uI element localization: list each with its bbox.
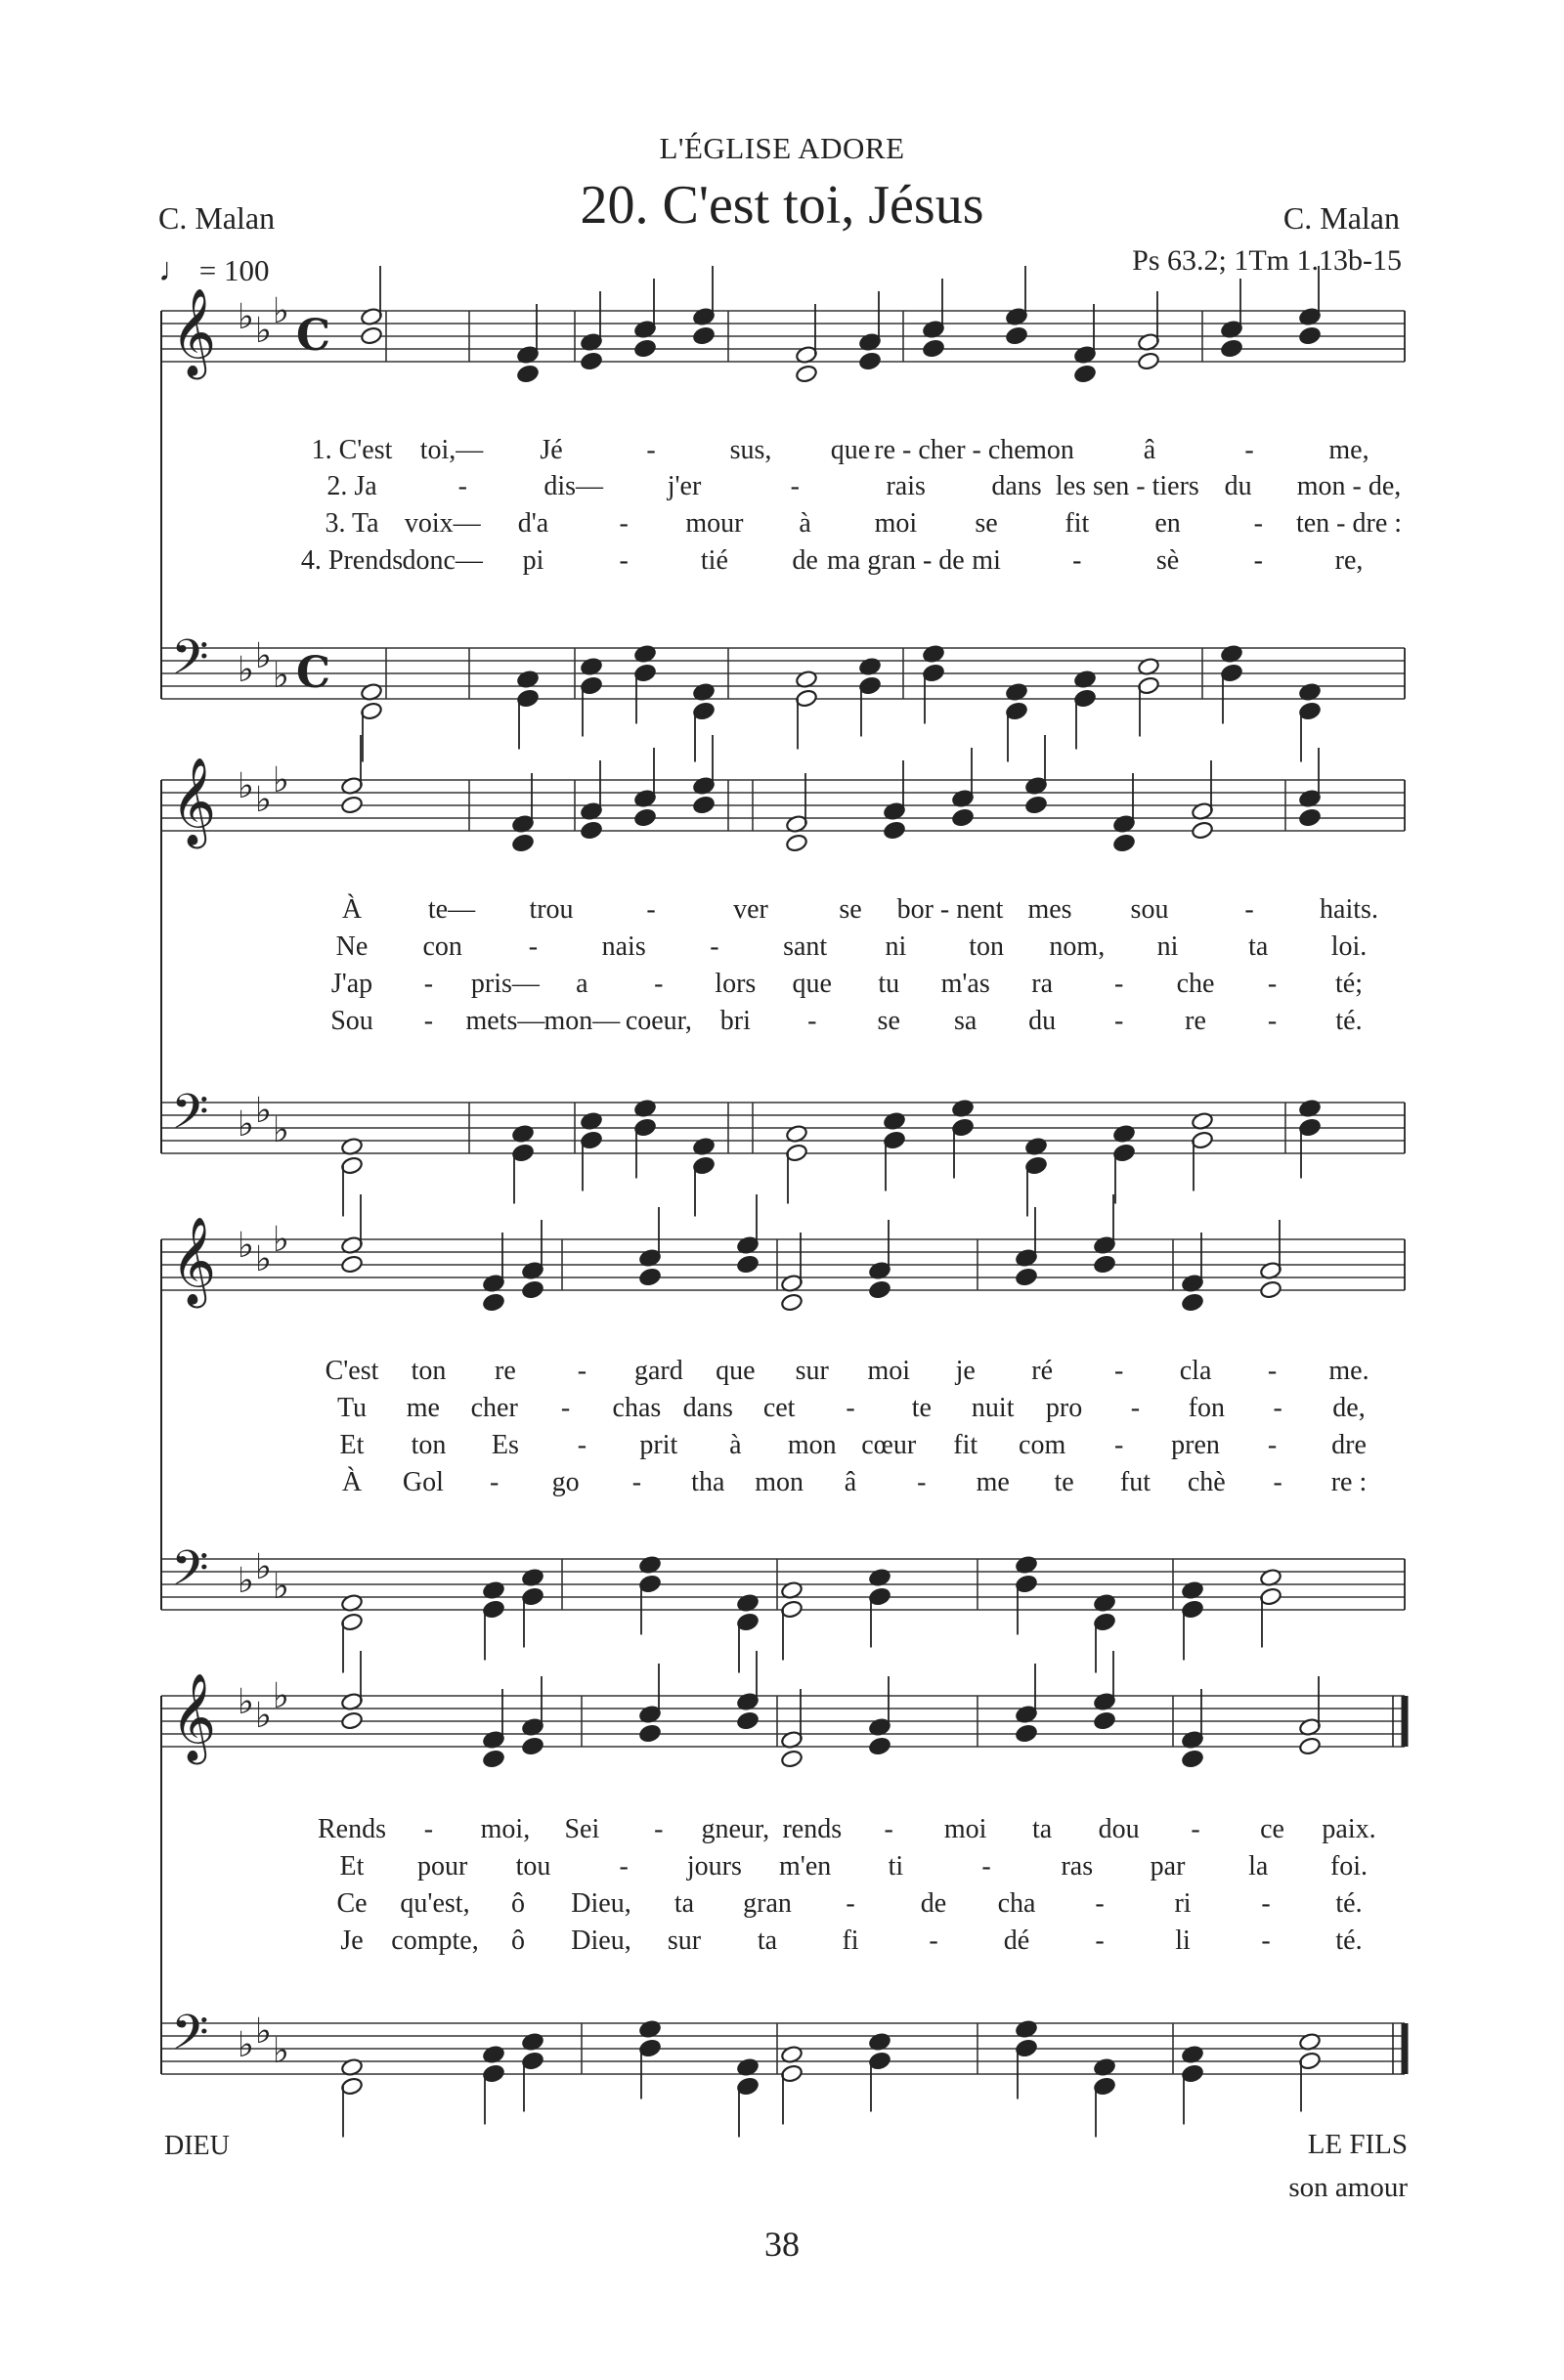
lyric-syllable: - [646,894,656,925]
lyric-syllable: ta [1248,931,1269,962]
lyric-syllable: - [560,1393,571,1423]
flat-sign-icon: ♭ [238,1682,254,1722]
footer-topic-right: LE FILS [1307,2129,1408,2160]
lyric-syllable: dre [1331,1430,1367,1460]
lyric-syllable: mes [1027,894,1072,925]
lyric-syllable: - [1273,1393,1282,1423]
lyric-syllable: - [1253,545,1263,576]
lyric-syllable: j'er [667,471,702,501]
author-credit: C. Malan [1282,200,1400,236]
lyric-syllable: - [577,1356,587,1386]
flat-sign-icon: ♭ [273,291,289,331]
lyric-syllable: - [631,1467,642,1497]
lyric-syllable: Gol [402,1467,444,1497]
hymn-title: 20. C'est toi, Jésus [580,175,984,236]
lyric-syllable: - [884,1814,893,1844]
note-head [521,1280,544,1300]
lyric-syllable: trou [529,894,574,925]
note-head [1181,1750,1204,1769]
lyric-syllable: Et [339,1430,365,1460]
note-head [638,1724,662,1744]
quarter-note-icon: ♩ [158,252,192,288]
note-head [638,1268,662,1287]
lyric-syllable: mon [1025,435,1074,465]
lyric-syllable: toi,— [419,435,484,465]
note-head [736,1255,760,1275]
bass-clef-icon: 𝄢 [171,1084,209,1152]
note-head [482,1750,505,1769]
lyric-syllable: que [792,969,832,999]
note-head [858,352,882,371]
lyric-syllable: - [1095,1926,1105,1956]
lyric-syllable: fit [953,1430,978,1460]
lyric-syllable: Es [491,1430,519,1460]
note-head [340,1255,364,1275]
lyric-syllable: rais [886,471,926,501]
lyric-syllable: ta [1032,1814,1053,1844]
flat-sign-icon: ♭ [238,297,254,337]
lyric-syllable: à [729,1430,742,1460]
lyric-syllable: dans [991,471,1042,501]
lyric-syllable: te [911,1393,932,1423]
lyric-syllable: con [422,931,462,962]
lyric-syllable: - [646,435,656,465]
lyric-syllable: - [654,1814,664,1844]
lyric-syllable: té; [1335,969,1363,999]
lyric-syllable: mi [972,545,1001,576]
lyric-syllable: ton [411,1356,447,1386]
lyric-syllable: tié [700,545,728,576]
note-head [1220,339,1243,359]
lyric-syllable: re [1185,1006,1206,1036]
note-head [1191,821,1214,841]
lyric-syllable: moi [874,508,918,539]
lyric-syllable: Sou [330,1006,373,1036]
lyric-syllable: Sei [564,1814,600,1844]
lyric-syllable: Et [339,1851,365,1882]
lyric-syllable: me [976,1467,1010,1497]
lyric-syllable: À [341,1467,363,1497]
lyric-syllable: moi [867,1356,910,1386]
note-head [1015,1724,1038,1744]
lyric-syllable: chè [1187,1467,1226,1497]
lyric-syllable: nais [601,931,646,962]
lyric-syllable: pi [522,545,544,576]
lyric-syllable: me [406,1393,440,1423]
note-head [883,821,906,841]
lyric-syllable: - [654,969,664,999]
lyric-syllable: ni [1156,931,1179,962]
flat-sign-icon: ♭ [273,1676,289,1716]
lyric-syllable: â [1143,435,1156,465]
lyric-syllable: bor - nent [896,894,1004,925]
lyric-syllable: par [1150,1851,1186,1882]
lyric-syllable: - [846,1393,855,1423]
lyric-syllable: - [1267,1430,1278,1460]
lyric-syllable: tha [691,1467,725,1497]
composer-credit: C. Malan [158,200,276,236]
lyric-syllable: té. [1335,1926,1363,1956]
lyric-syllable: te [1054,1467,1074,1497]
lyric-syllable: J'ap [330,969,373,999]
lyric-syllable: loi. [1330,931,1368,962]
lyric-syllable: te— [427,894,476,925]
lyric-syllable: - [1253,508,1263,539]
lyric-syllable: ton [411,1430,447,1460]
lyric-syllable: sur [667,1926,702,1956]
flat-sign-icon: ♭ [273,656,289,696]
lyric-syllable: de, [1332,1393,1366,1423]
note-head [482,1293,505,1313]
lyric-syllable: li [1175,1926,1191,1956]
note-head [1298,1737,1322,1756]
lyric-syllable: - [619,1851,629,1882]
lyric-syllable: sè [1155,545,1180,576]
lyric-syllable: m'as [940,969,990,999]
note-head [516,365,540,384]
lyric-syllable: - [619,508,629,539]
lyric-syllable: C'est [325,1356,379,1386]
lyric-syllable: se [975,508,998,539]
note-head [1093,1255,1116,1275]
lyric-syllable: paix. [1322,1814,1376,1844]
note-head [780,1750,804,1769]
note-head [1112,834,1136,853]
lyric-syllable: de [792,545,818,576]
lyric-syllable: Dieu, [571,1926,631,1956]
lyric-syllable: - [1113,1430,1124,1460]
note-head [1298,326,1322,346]
lyric-syllable: - [457,471,467,501]
lyric-syllable: pris— [470,969,540,999]
lyric-syllable: Rends [318,1814,386,1844]
lyric-syllable: fi [842,1926,859,1956]
lyric-syllable: cher [470,1393,518,1423]
lyric-syllable: cha [997,1888,1036,1919]
treble-clef-icon: 𝄞 [171,288,217,376]
lyric-syllable: - [1273,1467,1282,1497]
lyric-syllable: - [1095,1888,1105,1919]
lyric-syllable: ô [511,1888,525,1919]
lyric-syllable: moi [943,1814,987,1844]
note-head [1005,326,1028,346]
lyric-syllable: 2. Ja [326,471,377,501]
lyric-syllable: gard [633,1356,683,1386]
lyric-syllable: gran [743,1888,792,1919]
note-head [1181,1293,1204,1313]
lyric-syllable: - [710,931,719,962]
lyric-syllable: ti [888,1851,904,1882]
lyric-syllable: qu'est, [400,1888,470,1919]
lyric-syllable: me, [1328,435,1369,465]
flat-sign-icon: ♭ [255,1239,272,1279]
lyric-syllable: m'en [778,1851,832,1882]
note-head [580,821,603,841]
lyric-syllable: ô [511,1926,525,1956]
note-head [340,1711,364,1731]
note-head [795,365,818,384]
lyric-syllable: fit [1064,508,1090,539]
flat-sign-icon: ♭ [273,1567,289,1607]
lyric-syllable: 4. Prends [300,545,404,576]
lyric-syllable: - [1191,1814,1200,1844]
lyric-syllable: ma gran - de [827,545,965,576]
lyric-syllable: re - cher - che [874,435,1026,465]
flat-sign-icon: ♭ [255,1091,272,1131]
flat-sign-icon: ♭ [255,636,272,676]
lyric-syllable: mour [685,508,744,539]
flat-sign-icon: ♭ [238,650,254,690]
lyric-syllable: che [1176,969,1215,999]
note-head [1015,1268,1038,1287]
lyric-syllable: - [423,969,434,999]
note-head [1137,352,1160,371]
lyric-syllable: - [1244,894,1254,925]
lyric-syllable: - [790,471,800,501]
lyric-syllable: - [1267,969,1278,999]
lyric-syllable: fon [1188,1393,1225,1423]
flat-sign-icon: ♭ [273,2031,289,2071]
lyric-syllable: - [1113,1356,1124,1386]
flat-sign-icon: ♭ [273,1110,289,1150]
flat-sign-icon: ♭ [273,1220,289,1260]
lyric-syllable: dans [682,1393,733,1423]
common-time-icon: C [296,648,331,698]
note-head [692,796,716,815]
lyric-syllable: foi. [1329,1851,1368,1882]
flat-sign-icon: ♭ [238,1226,254,1266]
lyric-syllable: Ne [335,931,369,962]
lyric-syllable: - [577,1430,587,1460]
note-head [633,808,657,828]
lyric-syllable: pour [417,1851,468,1882]
lyric-syllable: ta [757,1926,778,1956]
lyric-syllable: sus, [729,435,772,465]
lyric-syllable: - [1267,1006,1278,1036]
lyric-syllable: Je [340,1926,364,1956]
lyric-syllable: re : [1330,1467,1368,1497]
flat-sign-icon: ♭ [238,1104,254,1145]
lyric-syllable: donc— [402,545,483,576]
lyric-syllable: mon - de, [1296,471,1402,501]
lyric-syllable: nuit [971,1393,1015,1423]
note-head [868,1280,891,1300]
lyric-syllable: - [981,1851,991,1882]
lyric-syllable: - [917,1467,927,1497]
lyric-syllable: que [716,1356,756,1386]
flat-sign-icon: ♭ [255,780,272,820]
note-head [1093,1711,1116,1731]
bass-clef-icon: 𝄢 [171,629,209,698]
flat-sign-icon: ♭ [255,1696,272,1736]
lyric-syllable: sant [783,931,828,962]
lyric-syllable: ten - dre : [1295,508,1403,539]
lyric-syllable: - [1113,1006,1124,1036]
lyric-syllable: - [1267,1356,1278,1386]
lyric-syllable: - [1072,545,1082,576]
lyric-syllable: sur [795,1356,829,1386]
lyric-syllable: re, [1334,545,1364,576]
tempo-value: = 100 [198,253,270,287]
lyric-syllable: - [423,1006,434,1036]
note-head [785,834,808,853]
treble-clef-icon: 𝄞 [171,757,217,845]
lyric-syllable: les sen - tiers [1055,471,1199,501]
lyric-syllable: dis— [543,471,603,501]
lyric-syllable: go [551,1467,580,1497]
flat-sign-icon: ♭ [238,766,254,806]
lyric-syllable: ni [885,931,907,962]
lyric-syllable: Tu [336,1393,368,1423]
lyric-syllable: moi, [480,1814,531,1844]
lyric-syllable: pro [1045,1393,1083,1423]
lyric-syllable: bri [719,1006,751,1036]
lyric-syllable: té. [1335,1006,1363,1036]
lyric-syllable: compte, [391,1926,479,1956]
lyric-syllable: ri [1174,1888,1192,1919]
lyric-syllable: 3. Ta [325,508,379,539]
note-head [692,326,716,346]
lyric-syllable: - [1130,1393,1141,1423]
lyric-syllable: chas [612,1393,662,1423]
lyric-syllable: - [1261,1888,1271,1919]
lyric-syllable: la [1248,1851,1269,1882]
lyric-syllable: tu [878,969,900,999]
note-head [511,834,535,853]
lyric-syllable: coeur, [625,1006,692,1036]
note-head [1073,365,1097,384]
lyric-syllable: - [1261,1926,1271,1956]
lyric-syllable: cœur [861,1430,917,1460]
lyric-syllable: ré [1031,1356,1054,1386]
note-head [1024,796,1048,815]
lyric-syllable: 1. C'est [311,435,393,465]
note-head [868,1737,891,1756]
lyric-syllable: a [576,969,588,999]
lyric-syllable: Dieu, [571,1888,631,1919]
note-head [633,339,657,359]
note-head [340,796,364,815]
lyric-syllable: À [341,894,363,925]
lyric-syllable: lors [715,969,757,999]
lyric-syllable: se [877,1006,900,1036]
lyric-syllable: me. [1328,1356,1369,1386]
treble-clef-icon: 𝄞 [171,1673,217,1761]
lyric-syllable: - [423,1814,434,1844]
page-number: 38 [764,2225,800,2264]
flat-sign-icon: ♭ [273,760,289,801]
footer-subtopic-right: son amour [1288,2172,1408,2203]
lyric-syllable: tou [515,1851,551,1882]
flat-sign-icon: ♭ [255,311,272,351]
lyric-syllable: se [839,894,862,925]
lyric-syllable: - [929,1926,938,1956]
lyric-syllable: voix— [404,508,481,539]
lyric-syllable: du [1224,471,1252,501]
lyric-syllable: - [1113,969,1124,999]
lyric-syllable: gneur, [701,1814,770,1844]
lyric-syllable: dou [1098,1814,1140,1844]
note-head [521,1737,544,1756]
common-time-icon: C [296,311,331,361]
flat-sign-icon: ♭ [255,1547,272,1587]
bass-clef-icon: 𝄢 [171,1540,209,1609]
lyric-syllable: mon [787,1430,837,1460]
lyric-syllable: dé [1003,1926,1030,1956]
flat-sign-icon: ♭ [238,1561,254,1601]
lyric-syllable: - [1244,435,1254,465]
flat-sign-icon: ♭ [238,2025,254,2065]
lyric-syllable: jours [686,1851,742,1882]
lyric-syllable: mon [755,1467,804,1497]
lyric-syllable: â [844,1467,857,1497]
lyric-syllable: nom, [1049,931,1106,962]
lyric-syllable: re [495,1356,516,1386]
lyric-syllable: cla [1179,1356,1212,1386]
lyric-syllable: pren [1171,1430,1220,1460]
lyric-syllable: - [846,1888,855,1919]
lyric-syllable: en [1154,508,1181,539]
footer-topic-left: DIEU [164,2131,230,2161]
lyric-syllable: prit [639,1430,678,1460]
lyric-syllable: Ce [336,1888,368,1919]
note-head [360,326,383,346]
lyric-syllable: - [490,1467,500,1497]
note-head [1298,808,1322,828]
scripture-references: Ps 63.2; 1Tm 1.13b-15 [1132,244,1402,277]
lyric-syllable: mets— [465,1006,545,1036]
section-label: L'ÉGLISE ADORE [659,131,905,165]
lyric-syllable: d'a [517,508,549,539]
lyric-syllable: té. [1335,1888,1363,1919]
lyric-syllable: com [1019,1430,1066,1460]
note-head [922,339,945,359]
note-head [736,1711,760,1731]
lyric-syllable: je [955,1356,976,1386]
lyric-syllable: Jé [540,435,563,465]
lyric-syllable: ta [673,1888,695,1919]
lyric-syllable: mon— [543,1006,621,1036]
treble-clef-icon: 𝄞 [171,1217,217,1305]
lyric-syllable: que [830,435,871,465]
lyric-syllable: du [1028,1006,1057,1036]
lyric-syllable: - [619,545,629,576]
lyric-syllable: ton [969,931,1004,962]
note-head [580,352,603,371]
note-head [951,808,975,828]
lyric-syllable: ras [1061,1851,1094,1882]
lyric-syllable: à [799,508,811,539]
lyric-syllable: - [528,931,539,962]
lyric-syllable: rends [782,1814,843,1844]
bass-clef-icon: 𝄢 [171,2005,209,2073]
note-head [1259,1280,1282,1300]
note-head [780,1293,804,1313]
lyric-syllable: - [807,1006,817,1036]
lyric-syllable: fut [1119,1467,1151,1497]
lyric-syllable: haits. [1320,894,1378,925]
flat-sign-icon: ♭ [255,2012,272,2052]
lyric-syllable: cet [762,1393,796,1423]
lyric-syllable: ver [733,894,768,925]
lyric-syllable: ra [1031,969,1054,999]
lyric-syllable: de [920,1888,947,1919]
lyric-syllable: sou [1130,894,1169,925]
lyric-syllable: ce [1260,1814,1284,1844]
lyric-syllable: sa [954,1006,978,1036]
